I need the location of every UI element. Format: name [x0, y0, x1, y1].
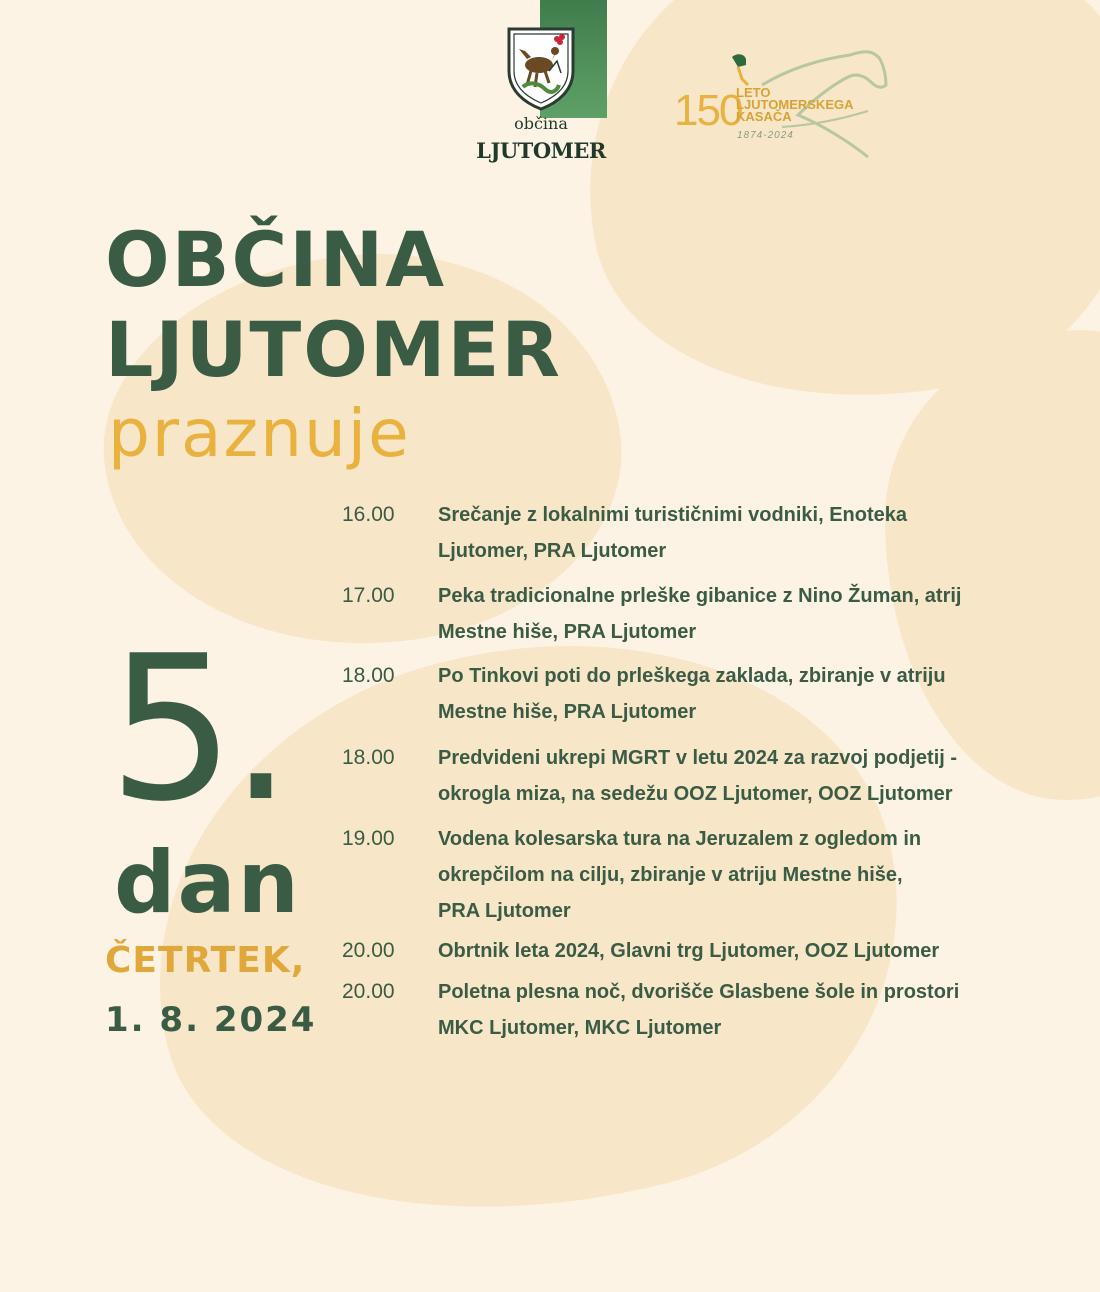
crest-caption-municipality: LJUTOMER — [476, 138, 606, 163]
anniversary-years: 1874-2024 — [737, 130, 794, 141]
event-date: 1. 8. 2024 — [105, 1000, 317, 1040]
event-line: Srečanje z lokalnimi turističnimi vodniki, Enoteka — [438, 504, 908, 526]
event-line: okrogla miza, na sedežu OOZ Ljutomer, OOZ Ljutomer — [438, 783, 953, 805]
event-line: okrepčilom na cilju, zbiranje v atriju Mestne hiše, — [438, 864, 903, 886]
event-description — [438, 578, 1018, 650]
event-line: Peka tradicionalne prleške gibanice z Nino Žuman, atrij — [438, 585, 962, 607]
anniversary-line: KASAČA — [736, 109, 792, 124]
day-word: dan — [114, 833, 301, 933]
event-time: 17.00 — [342, 584, 395, 607]
coat-of-arms-icon — [505, 25, 577, 111]
event-time: 18.00 — [342, 746, 395, 769]
event-time: 20.00 — [342, 939, 395, 962]
event-line: Obrtnik leta 2024, Glavni trg Ljutomer, OOZ Ljutomer — [438, 940, 940, 962]
event-line: Ljutomer, PRA Ljutomer — [438, 540, 667, 562]
event-time: 19.00 — [342, 827, 395, 850]
event-line: Mestne hiše, PRA Ljutomer — [438, 621, 697, 643]
event-line: Vodena kolesarska tura na Jeruzalem z ogledom in — [438, 828, 922, 850]
event-description — [438, 974, 1018, 1046]
event-line: MKC Ljutomer, MKC Ljutomer — [438, 1017, 722, 1039]
page-title-line2: LJUTOMER — [105, 305, 562, 394]
event-description — [438, 933, 1018, 969]
event-line: Poletna plesna noč, dvorišče Glasbene šole in prostori — [438, 981, 960, 1003]
page-title-line1: OBČINA — [105, 215, 447, 304]
weekday: ČETRTEK, — [105, 940, 306, 981]
event-line: Po Tinkovi poti do prleškega zaklada, zbiranje v atriju — [438, 665, 946, 687]
day-number: 5. — [108, 613, 287, 846]
page-subtitle: praznuje — [108, 395, 411, 472]
event-line: Predvideni ukrepi MGRT v letu 2024 za razvoj podjetij - — [438, 747, 958, 769]
event-description — [438, 497, 1018, 569]
event-description — [438, 658, 1018, 730]
event-line: PRA Ljutomer — [438, 900, 571, 922]
anniversary-line: LJUTOMERSKEGA — [736, 97, 854, 112]
anniversary-number: 150 — [674, 86, 742, 135]
event-time: 16.00 — [342, 503, 395, 526]
crest-caption-small: občina — [514, 114, 568, 133]
event-description — [438, 821, 1018, 929]
event-time: 18.00 — [342, 664, 395, 687]
event-line: Mestne hiše, PRA Ljutomer — [438, 701, 697, 723]
event-time: 20.00 — [342, 980, 395, 1003]
anniversary-line: LETO — [736, 85, 771, 100]
event-description — [438, 740, 1018, 812]
